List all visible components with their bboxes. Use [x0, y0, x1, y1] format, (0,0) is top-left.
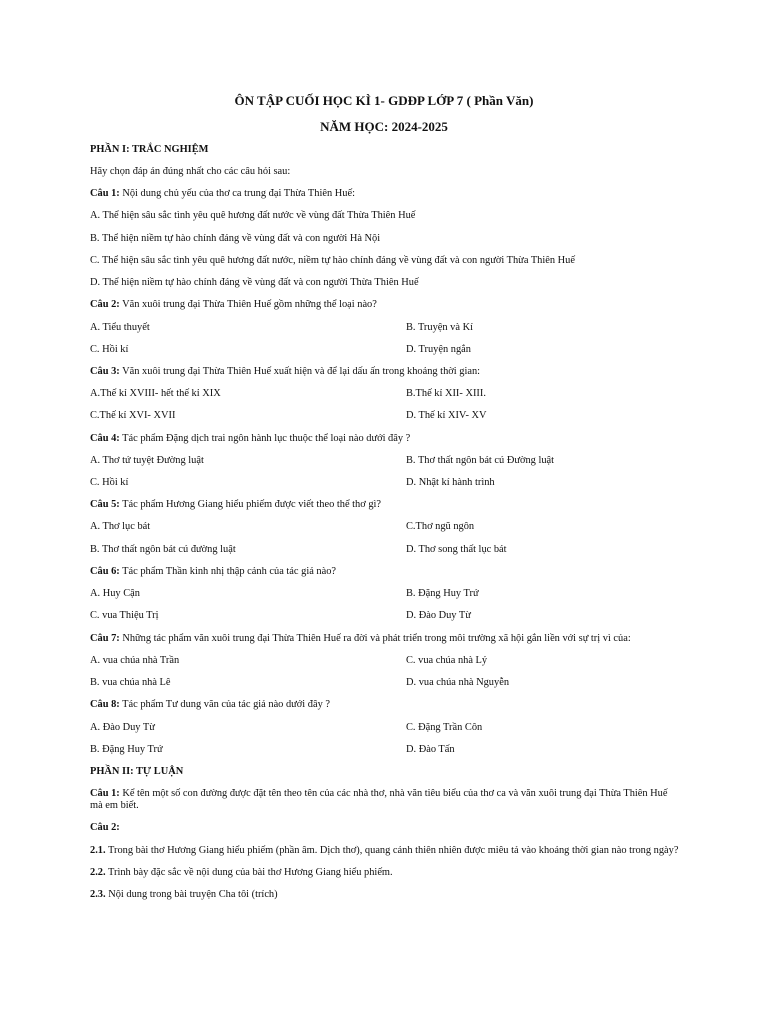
question-label: Câu 5:: [90, 499, 120, 510]
q2-option-d: D. Truyện ngắn: [406, 344, 471, 355]
q1-option-c: C. Thể hiện sâu sắc tình yêu quê hương đất nước, niềm tự hào chính đáng về vùng đất và con người Thừa Thiên Huế: [90, 255, 575, 266]
question-label: Câu 1:: [90, 788, 120, 799]
q4-option-c: C. Hồi kí: [90, 477, 129, 488]
q8-option-b: B. Đặng Huy Trứ: [90, 744, 163, 755]
q5-option-c: C.Thơ ngũ ngôn: [406, 521, 475, 532]
question-text: Kể tên một số con đường được đặt tên theo tên của các nhà thơ, nhà văn tiêu biểu của thơ ca và văn xuôi trung đại Thừa Thiên Huế mà em biết.: [90, 788, 668, 811]
part2-heading: PHẦN II: TỰ LUẬN: [90, 766, 184, 777]
question-text: Nội dung trong bài truyện Cha tôi (trích): [105, 889, 278, 900]
q4-option-d: D. Nhật kí hành trình: [406, 477, 495, 488]
question-8: [90, 699, 330, 711]
question-label: Câu 2:: [90, 299, 120, 310]
question-label: Câu 4:: [90, 433, 120, 444]
question-4: [90, 433, 410, 445]
question-text: Những tác phẩm văn xuôi trung đại Thừa Thiên Huế ra đời và phát triển trong môi trường xã hội gắn liền với sự trị vì của:: [119, 633, 631, 644]
q7-option-a: A. vua chúa nhà Trần: [90, 655, 180, 666]
q5-option-a: A. Thơ lục bát: [90, 521, 151, 532]
part1-instruction: Hãy chọn đáp án đúng nhất cho các câu hỏi sau:: [90, 166, 291, 177]
essay-question-2: [90, 822, 120, 834]
q5-option-d: D. Thơ song thất lục bát: [406, 544, 507, 555]
question-text: Nội dung chủ yếu của thơ ca trung đại Thừa Thiên Huế:: [119, 188, 355, 199]
essay-question-2-2: [90, 867, 393, 879]
question-5: [90, 499, 381, 511]
question-label: Câu 7:: [90, 633, 120, 644]
q6-option-b: B. Đặng Huy Trứ: [406, 588, 479, 599]
q4-option-a: A. Thơ tứ tuyệt Đường luật: [90, 455, 204, 466]
q7-option-b: B. vua chúa nhà Lê: [90, 677, 171, 688]
question-text: Tác phẩm Hương Giang hiểu phiếm được viết theo thể thơ gì?: [119, 499, 382, 510]
q1-option-b: B. Thể hiện niềm tự hào chính đáng về vùng đất và con người Hà Nội: [90, 233, 381, 244]
question-label: 2.2.: [90, 867, 106, 878]
question-text: Văn xuôi trung đại Thừa Thiên Huế gồm những thể loại nào?: [119, 299, 377, 310]
q5-option-b: B. Thơ thất ngôn bát cú đường luật: [90, 544, 236, 555]
q2-option-b: B. Truyện và Kí: [406, 322, 473, 333]
q7-option-d: D. vua chúa nhà Nguyễn: [406, 677, 510, 688]
q1-option-a: A. Thể hiện sâu sắc tình yêu quê hương đất nước về vùng đất Thừa Thiên Huế: [90, 210, 416, 221]
question-label: Câu 6:: [90, 566, 120, 577]
q2-option-c: C. Hồi kí: [90, 344, 129, 355]
q1-option-d: D. Thể hiện niềm tự hào chính đáng về vùng đất và con người Thừa Thiên Huế: [90, 277, 419, 288]
question-label: 2.1.: [90, 845, 106, 856]
q3-option-d: D. Thế kỉ XIV- XV: [406, 410, 487, 421]
q3-option-b: B.Thế kỉ XII- XIII.: [406, 388, 486, 399]
question-7: [90, 633, 631, 645]
essay-question-1: [90, 788, 670, 812]
question-text: Tác phẩm Tư dung vãn của tác giả nào dưới đây ?: [119, 699, 330, 710]
question-label: Câu 1:: [90, 188, 120, 199]
q4-option-b: B. Thơ thất ngôn bát cú Đường luật: [406, 455, 555, 466]
question-text: Tác phẩm Thần kinh nhị thập cảnh của tác giả nào?: [119, 566, 337, 577]
essay-question-2-3: [90, 889, 278, 901]
q6-option-d: D. Đào Duy Từ: [406, 610, 471, 621]
q8-option-c: C. Đặng Trần Côn: [406, 722, 483, 733]
q8-option-a: A. Đào Duy Từ: [90, 722, 155, 733]
q6-option-a: A. Huy Cận: [90, 588, 140, 599]
question-1: [90, 188, 355, 200]
question-2: [90, 299, 377, 311]
q2-option-a: A. Tiểu thuyết: [90, 322, 150, 333]
question-label: Câu 8:: [90, 699, 120, 710]
part1-heading: PHẦN I: TRẮC NGHIỆM: [90, 144, 209, 155]
q8-option-d: D. Đào Tấn: [406, 744, 455, 755]
question-text: Trong bài thơ Hương Giang hiểu phiếm (phần âm. Dịch thơ), quang cảnh thiên nhiên được miêu tả vào khoảng thời gian nào trong ngày?: [105, 845, 679, 856]
question-label: Câu 2:: [90, 822, 120, 833]
q6-option-c: C. vua Thiệu Trị: [90, 610, 159, 621]
question-label: 2.3.: [90, 889, 106, 900]
q7-option-c: C. vua chúa nhà Lý: [406, 655, 488, 666]
question-6: [90, 566, 336, 578]
question-label: Câu 3:: [90, 366, 120, 377]
document-title: ÔN TẬP CUỐI HỌC KÌ 1- GDĐP LỚP 7 ( Phần Văn): [234, 93, 534, 108]
question-text: Tác phẩm Đặng dịch trai ngôn hành lục thuộc thể loại nào dưới đây ?: [119, 433, 411, 444]
q3-option-c: C.Thế kỉ XVI- XVII: [90, 410, 176, 421]
school-year: NĂM HỌC: 2024-2025: [320, 119, 448, 134]
q3-option-a: A.Thế kỉ XVIII- hết thế kỉ XIX: [90, 388, 221, 399]
question-text: Trình bày đặc sắc về nội dung của bài thơ Hương Giang hiểu phiếm.: [105, 867, 393, 878]
essay-question-2-1: [90, 845, 678, 857]
question-3: [90, 366, 480, 378]
question-text: Văn xuôi trung đại Thừa Thiên Huế xuất hiện và để lại dấu ấn trong khoảng thời gian:: [119, 366, 481, 377]
